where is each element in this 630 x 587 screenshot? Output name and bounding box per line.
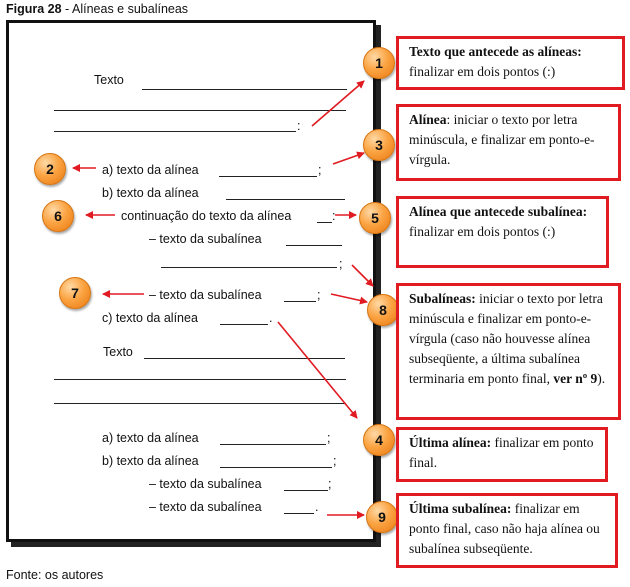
note-texto-antecede-alineas — [396, 36, 625, 90]
arrow-3 — [333, 153, 364, 164]
doc-item-b: b) texto da alínea — [102, 186, 199, 200]
note-ultima-subalinea — [396, 493, 618, 568]
note-8-bold: Subalíneas: — [409, 291, 476, 306]
badge-2: 2 — [34, 153, 66, 185]
doc-item-c: c) texto da alínea — [102, 311, 198, 325]
doc-sub-3-end: ; — [328, 477, 332, 491]
doc-item-c-end: . — [269, 311, 273, 325]
note-8-text2: ). — [597, 371, 606, 386]
source-caption: Fonte: os autores — [6, 568, 104, 582]
doc-texto-2: Texto — [103, 345, 133, 359]
note-9-bold: Última subalínea: — [409, 501, 512, 516]
doc-continuation-end: : — [332, 209, 336, 223]
doc-sub-4-end: . — [315, 500, 319, 514]
doc-colon-1: : — [297, 119, 301, 133]
doc-sub-1-end: ; — [339, 257, 343, 271]
doc-item-a2: a) texto da alínea — [102, 431, 199, 445]
doc-texto-1: Texto — [94, 73, 124, 87]
doc-sub-2: – texto da subalínea — [149, 288, 262, 302]
note-3-bold: Alínea — [409, 112, 447, 127]
doc-sub-3: – texto da subalínea — [149, 477, 262, 491]
note-9-text: finalizar em ponto final, caso não haja alínea ou subalínea subseqüente. — [409, 501, 600, 556]
doc-item-b2-end: ; — [333, 454, 337, 468]
note-alinea — [396, 104, 621, 181]
note-3-text: : iniciar o texto por letra minúscula, e finalizar em ponto-e-vírgula. — [409, 112, 595, 167]
badge-8: 8 — [367, 294, 399, 326]
doc-sub-4: – texto da subalínea — [149, 500, 262, 514]
doc-item-a: a) texto da alínea — [102, 163, 199, 177]
badge-9: 9 — [366, 501, 398, 533]
note-subalineas — [396, 283, 621, 420]
arrow-8a — [352, 265, 373, 286]
badge-1: 1 — [363, 47, 395, 79]
doc-sub-2-end: ; — [317, 288, 321, 302]
doc-sub-1: – texto da subalínea — [149, 232, 262, 246]
badge-7: 7 — [59, 277, 91, 309]
doc-item-b2: b) texto da alínea — [102, 454, 199, 468]
doc-continuation: continuação do texto da alínea — [121, 209, 292, 223]
note-8-bold2: ver nº 9 — [553, 371, 598, 386]
note-8-text: iniciar o texto por letra minúscula e finalizar em ponto-e-vírgula (caso não houvesse alínea subseqüente, a última subalínea terminaria em ponto final, — [409, 291, 603, 386]
note-5-bold: Alínea que antecede subalínea: — [409, 204, 588, 219]
figure-label: Figura 28 — [6, 2, 62, 16]
note-5-text: finalizar em dois pontos (:) — [409, 224, 556, 239]
note-1-text: finalizar em dois pontos (:) — [409, 64, 556, 79]
arrow-1 — [312, 81, 364, 126]
arrow-8b — [331, 294, 367, 302]
doc-item-a-end: ; — [318, 163, 322, 177]
note-ultima-alinea — [396, 427, 608, 482]
note-1-bold: Texto que antecede as alíneas: — [409, 44, 582, 59]
badge-5: 5 — [359, 202, 391, 234]
badge-4: 4 — [363, 424, 395, 456]
doc-item-a2-end: ; — [327, 431, 331, 445]
badge-3: 3 — [363, 129, 395, 161]
badge-6: 6 — [42, 200, 74, 232]
figure-title: - Alíneas e subalíneas — [61, 2, 189, 16]
arrow-4 — [278, 322, 357, 418]
note-4-text: finalizar em ponto final. — [409, 435, 594, 470]
note-alinea-antecede-subalinea — [396, 196, 609, 268]
note-4-bold: Última alínea: — [409, 435, 492, 450]
